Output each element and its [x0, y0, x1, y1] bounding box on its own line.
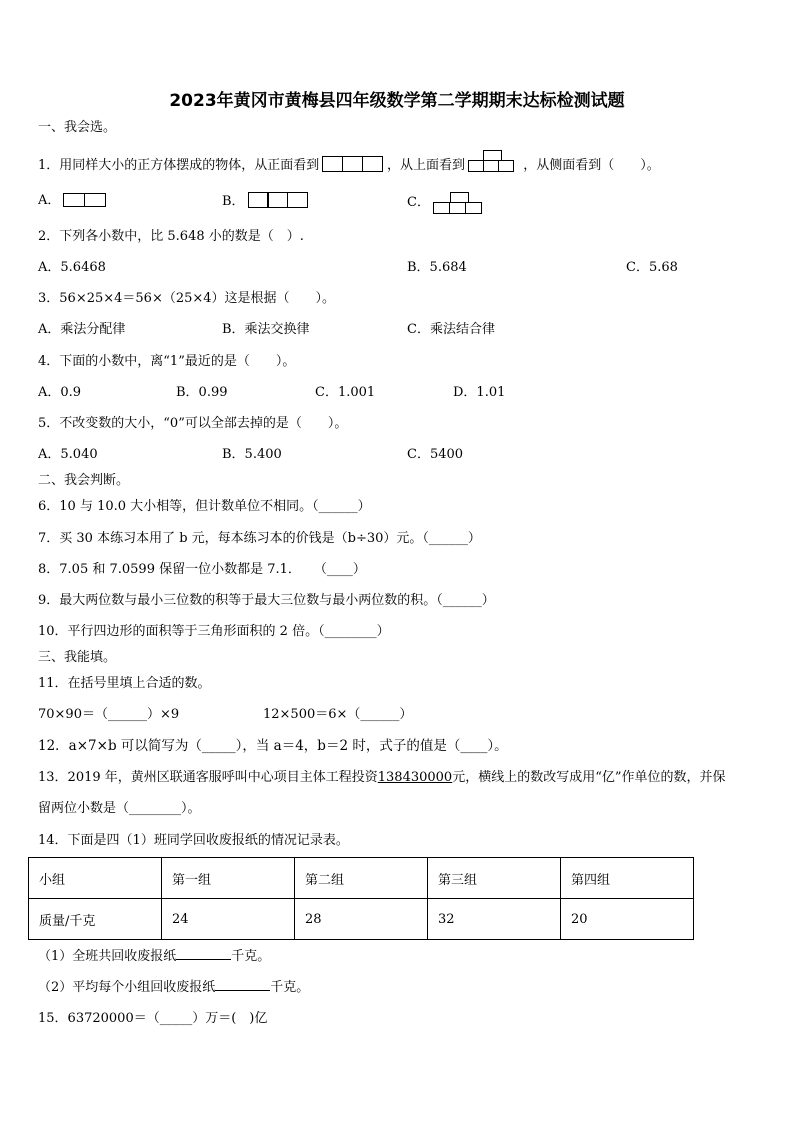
question-10: 10．平行四边形的面积等于三角形面积的 2 倍。（________） [38, 624, 390, 639]
section-heading-3: 三、我能填。 [38, 650, 117, 665]
table-cell: 第二组 [295, 858, 428, 899]
q1-option-b[interactable]: B． [222, 192, 308, 211]
question-13-line-2: 留两位小数是（________）。 [38, 801, 201, 816]
q4-option-a[interactable]: A．0.9 [38, 385, 82, 400]
question-8: 8．7.05 和 7.0599 保留一位小数都是 7.1． （____） [38, 562, 366, 577]
option-b-figure [249, 192, 308, 208]
q2-option-c[interactable]: C．5.68 [626, 260, 678, 275]
answer-blank[interactable] [215, 990, 270, 991]
q5-option-b[interactable]: B．5.400 [222, 447, 282, 462]
section-heading-1: 一、我会选。 [38, 120, 117, 135]
question-11: 11．在括号里填上合适的数。 [38, 676, 211, 691]
table-cell: 第三组 [428, 858, 561, 899]
q11-expression-2: 12×500＝6×（______） [263, 707, 413, 722]
q1-option-a[interactable]: A． [38, 192, 106, 210]
table-cell: 20 [561, 899, 694, 940]
recycling-record-table [28, 857, 694, 940]
investment-number: 138430000 [377, 770, 453, 785]
q1-option-c[interactable]: C． [407, 192, 486, 214]
table-cell: 24 [162, 899, 295, 940]
front-view-figure [323, 156, 382, 172]
q5-option-a[interactable]: A．5.040 [38, 447, 98, 462]
q5-option-c[interactable]: C．5400 [407, 447, 464, 462]
q4-option-d[interactable]: D．1.01 [453, 385, 506, 400]
question-5: 5．不改变数的大小，“0”可以全部去掉的是（ ）。 [38, 416, 348, 431]
q11-expression-1: 70×90＝（______）×9 [38, 707, 180, 722]
table-cell: 第四组 [561, 858, 694, 899]
question-15: 15．63720000＝（_____）万＝( )亿 [38, 1011, 268, 1026]
q3-option-a[interactable]: A．乘法分配律 [38, 322, 126, 337]
table-row [29, 899, 694, 940]
question-1 [38, 150, 660, 175]
table-header-row [29, 858, 694, 899]
question-2: 2．下列各小数中，比 5.648 小的数是（ ）. [38, 229, 304, 244]
table-cell: 第一组 [162, 858, 295, 899]
question-12: 12．a×7×b 可以简写为（_____），当 a＝4，b＝2 时，式子的值是（____）。 [38, 738, 508, 754]
question-7: 7．买 30 本练习本用了 b 元，每本练习本的价钱是（b÷30）元。（______） [38, 531, 481, 546]
option-a-figure [65, 193, 107, 207]
q2-option-b[interactable]: B．5.684 [407, 260, 467, 275]
section-heading-2: 二、我会判断。 [38, 473, 130, 488]
question-14: 14．下面是四（1）班同学回收废报纸的情况记录表。 [38, 833, 349, 848]
question-3: 3．56×25×4＝56×（25×4）这是根据（ ）。 [38, 291, 336, 306]
question-1-text-a: 1．用同样大小的正方体摆成的物体，从正面看到 [38, 158, 320, 173]
option-c-figure [434, 192, 486, 214]
question-14-sub-1: （1）全班共回收废报纸 千克。 [38, 949, 271, 964]
question-9: 9．最大两位数与最小三位数的积等于最大三位数与最小两位数的积。（______） [38, 593, 495, 608]
question-4: 4．下面的小数中，离“1”最近的是（ ）。 [38, 354, 296, 369]
question-13-text-a: 13．2019 年，黄州区联通客服呼叫中心项目主体工程投资 [38, 770, 378, 785]
top-view-figure [469, 150, 519, 174]
q2-option-a[interactable]: A．5.6468 [38, 260, 106, 275]
q4-option-c[interactable]: C．1.001 [315, 385, 376, 400]
page-title: 2023年黄冈市黄梅县四年级数学第二学期期末达标检测试题 [169, 91, 625, 111]
q3-option-b[interactable]: B．乘法交换律 [222, 322, 310, 337]
table-cell: 小组 [29, 858, 162, 899]
q4-option-b[interactable]: B．0.99 [176, 385, 228, 400]
table-cell: 28 [295, 899, 428, 940]
question-1-text-c: ，从侧面看到（ ）。 [523, 158, 660, 173]
question-14-sub-2: （2）平均每个小组回收废报纸 千克。 [38, 980, 310, 995]
question-13-text-b: 元，横线上的数改写成用“亿”作单位的数，并保 [452, 770, 726, 785]
question-13 [38, 769, 726, 787]
table-cell: 32 [428, 899, 561, 940]
answer-blank[interactable] [176, 959, 231, 960]
table-cell: 质量/千克 [29, 899, 162, 940]
q3-option-c[interactable]: C．乘法结合律 [407, 322, 495, 337]
question-6: 6．10 与 10.0 大小相等，但计数单位不相同。（______） [38, 499, 371, 514]
question-1-text-b: ，从上面看到 [387, 158, 466, 173]
